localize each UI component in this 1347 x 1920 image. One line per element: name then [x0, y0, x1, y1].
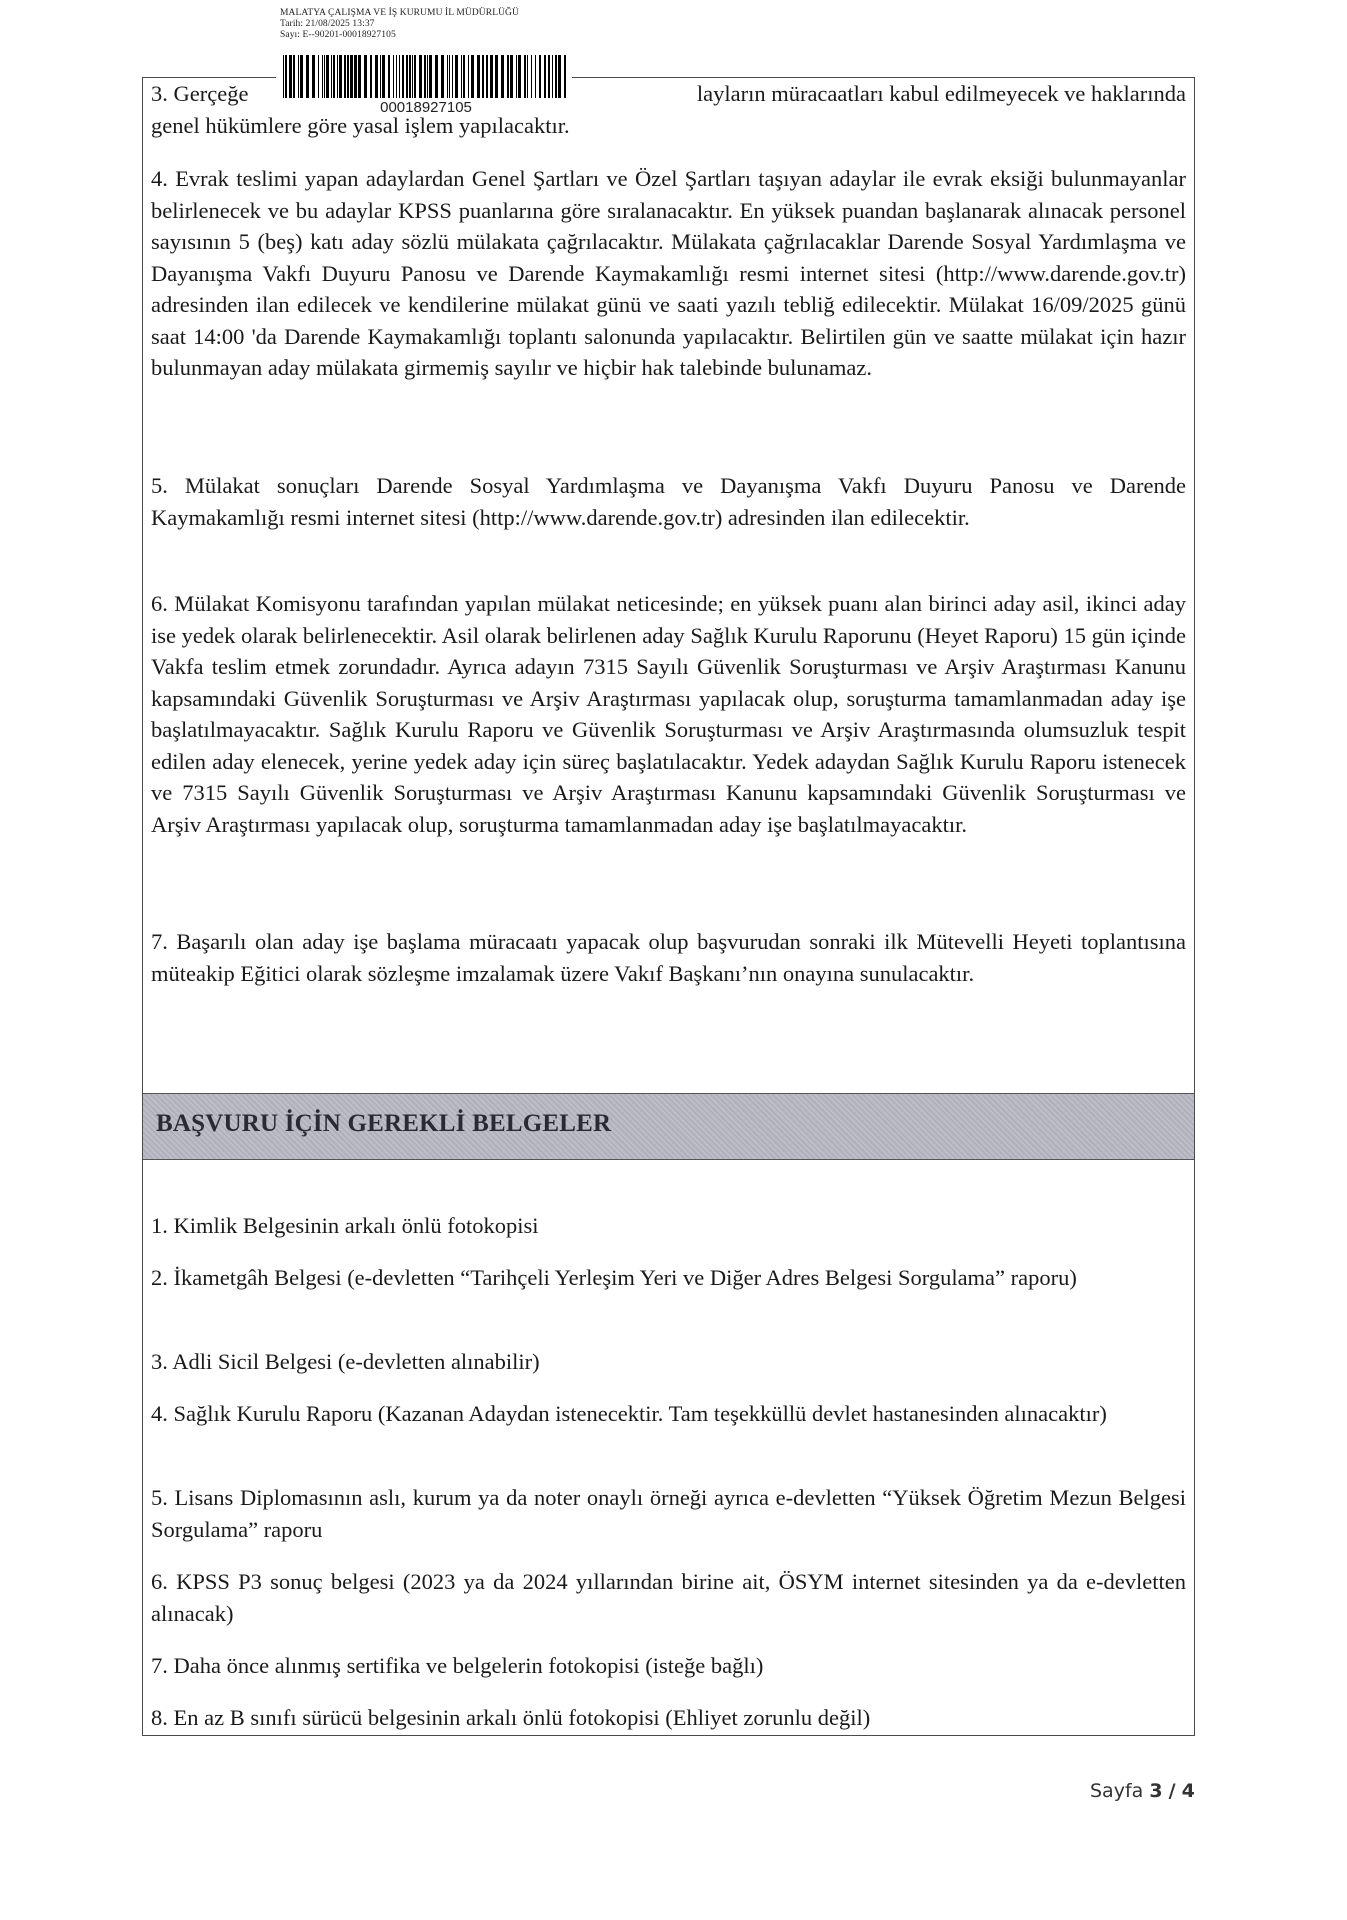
stamp-date: Tarih: 21/08/2025 13:37 — [280, 19, 375, 29]
paragraph-7-text: 7. Başarılı olan aday işe başlama müracaatı yapacak olup başvurudan sonraki ilk Mütevelli Heyeti toplantısına müteakip Eğitici olarak sözleşme imzalamak üzere Vakıf Başkanı’nın onayına sunulacaktır. — [151, 929, 1186, 986]
page-label: Sayfa — [1090, 1780, 1144, 1802]
paragraph-3-continued: layların müracaatları kabul edilmeyecek ve haklarında — [696, 81, 1186, 106]
barcode-number: 00018927105 — [380, 99, 472, 116]
paragraph-3-start: 3. Gerçeğe — [151, 81, 249, 106]
paragraph-7 — [151, 926, 1186, 989]
stamp-institution: MALATYA ÇALIŞMA VE İŞ KURUMU İL MÜDÜRLÜĞÜ — [280, 8, 519, 18]
document-item: 8. En az B sınıfı sürücü belgesinin arkalı önlü fotokopisi (Ehliyet zorunlu değil) — [151, 1705, 871, 1730]
total-pages: 4 — [1181, 1780, 1195, 1802]
paragraph-5 — [151, 470, 1186, 533]
paragraph-6-text: 6. Mülakat Komisyonu tarafından yapılan mülakat neticesinde; en yüksek puanı alan birinci aday asil, ikinci aday ise yedek olarak belirlenecektir. Asil olarak belirlenen aday Sağlık Kurulu Raporunu (Heyet Raporu) 15 gün içinde Vakfa teslim etmek zorundadır. Ayrıca adayın 7315 Sayılı Güvenlik Soruşturması ve Arşiv Araştırması Kanunu kapsamındaki Güvenlik Soruşturması ve Arşiv Araştırması yapılacak olup, soruşturma tamamlanmadan aday işe başlatılmayacaktır. Sağlık Kurulu Raporu ve Güvenlik Soruşturması ve Arşiv Araştırmasında olumsuzluk tespit edilen aday elenecek, yerine yedek aday için süreç başlatılacaktır. Yedek adaydan Sağlık Kurulu Raporu istenecek ve 7315 Sayılı Güvenlik Soruşturması ve Arşiv Araştırması Kanunu kapsamındaki Güvenlik Soruşturması ve Arşiv Araştırması yapılacak olup, soruşturma tamamlanmadan aday işe başlatılmayacaktır. — [151, 591, 1186, 837]
paragraph-4 — [151, 163, 1186, 384]
barcode — [283, 55, 569, 98]
document-item: 1. Kimlik Belgesinin arkalı önlü fotokopisi — [151, 1213, 539, 1238]
paragraph-6 — [151, 588, 1186, 840]
document-item: 7. Daha önce alınmış sertifika ve belgelerin fotokopisi (isteğe bağlı) — [151, 1653, 764, 1678]
paragraph-5-text: 5. Mülakat sonuçları Darende Sosyal Yardımlaşma ve Dayanışma Vakfı Duyuru Panosu ve Darende Kaymakamlığı resmi internet sitesi (http://www.darende.gov.tr) adresinden ilan edilecektir. — [151, 473, 1186, 530]
stamp-number: Sayı: E--90201-00018927105 — [280, 30, 396, 40]
section-header — [143, 1093, 1194, 1160]
current-page: 3 — [1149, 1780, 1163, 1802]
paragraph-3-line2: genel hükümlere göre yasal işlem yapılacaktır. — [151, 112, 570, 138]
document-stamp — [280, 8, 519, 41]
document-item: 2. İkametgâh Belgesi (e-devletten “Tarihçeli Yerleşim Yeri ve Diğer Adres Belgesi Sorgulama” raporu) — [151, 1265, 1077, 1290]
document-item: 3. Adli Sicil Belgesi (e-devletten alınabilir) — [151, 1349, 540, 1374]
section-title: BAŞVURU İÇİN GEREKLİ BELGELER — [156, 1110, 612, 1137]
document-item: 6. KPSS P3 sonuç belgesi (2023 ya da 2024 yıllarından birine ait, ÖSYM internet sitesinden ya da e-devletten alınacak) — [151, 1569, 1186, 1626]
document-item: 5. Lisans Diplomasının aslı, kurum ya da noter onaylı örneği ayrıca e-devletten “Yüksek Öğretim Mezun Belgesi Sorgulama” raporu — [151, 1485, 1186, 1542]
document-item: 4. Sağlık Kurulu Raporu (Kazanan Adaydan istenecektir. Tam teşekküllü devlet hastanesinden alınacaktır) — [151, 1401, 1107, 1426]
paragraph-4-text: 4. Evrak teslimi yapan adaylardan Genel Şartları ve Özel Şartları taşıyan adaylar ile evrak eksiği bulunmayanlar belirlenecek ve bu adaylar KPSS puanlarına göre sıralanacaktır. En yüksek puandan başlanarak alınacak personel sayısının 5 (beş) katı aday sözlü mülakata çağrılacaktır. Mülakata çağrılacaklar Darende Sosyal Yardımlaşma ve Dayanışma Vakfı Duyuru Panosu ve Darende Kaymakamlığı resmi internet sitesi (http://www.darende.gov.tr) adresinden ilan edilecek ve kendilerine mülakat günü ve saati yazılı tebliğ edilecektir. Mülakat 16/09/2025 günü saat 14:00 'da Darende Kaymakamlığı toplantı salonunda yapılacaktır. Belirtilen gün ve saatte mülakat için hazır bulunmayan aday mülakata girmemiş sayılır ve hiçbir hak talebinde bulunamaz. — [151, 166, 1186, 380]
page-number — [1090, 1780, 1195, 1802]
page-separator: / — [1168, 1780, 1176, 1802]
